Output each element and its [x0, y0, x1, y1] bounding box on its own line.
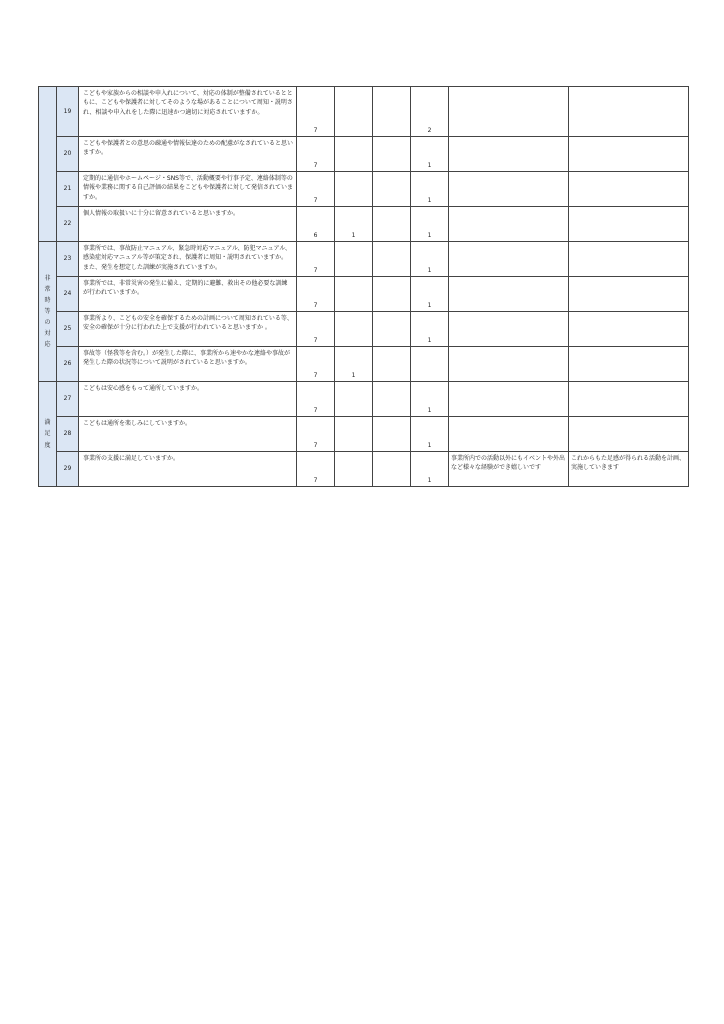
answer-count-cell	[335, 347, 373, 382]
answer-count: 1	[427, 231, 432, 239]
survey-row	[39, 452, 689, 487]
answer-count: 7	[313, 406, 318, 414]
question-number: 19	[57, 87, 79, 137]
answer-count-cell	[297, 417, 335, 452]
answer-count-cell	[335, 207, 373, 242]
facility-response	[569, 242, 689, 277]
answer-count-cell	[335, 277, 373, 312]
facility-response	[569, 87, 689, 137]
guardian-comment	[449, 137, 569, 172]
survey-row	[39, 312, 689, 347]
question-number: 26	[57, 347, 79, 382]
guardian-comment	[449, 277, 569, 312]
answer-count: 1	[427, 301, 432, 309]
answer-count-cell	[297, 242, 335, 277]
survey-row	[39, 347, 689, 382]
answer-count: 7	[313, 161, 318, 169]
category-cell	[39, 382, 57, 487]
answer-count-cell	[297, 347, 335, 382]
question-text: こどもや家族からの相談や申入れについて、対応の体制が整備されているとともに、こどもや保護者に対してそのような場があることについて周知・説明され、相談や申入れをした際に迅速かつ適切に対応されていますか。	[79, 87, 297, 137]
answer-count-cell	[373, 312, 411, 347]
answer-count: 2	[427, 126, 432, 134]
answer-count-cell	[373, 417, 411, 452]
guardian-comment	[449, 417, 569, 452]
guardian-comment	[449, 172, 569, 207]
answer-count: 1	[427, 336, 432, 344]
answer-count-cell	[297, 172, 335, 207]
category-cell	[39, 87, 57, 242]
question-number: 23	[57, 242, 79, 277]
answer-count: 1	[427, 406, 432, 414]
answer-count-cell	[373, 87, 411, 137]
answer-count: 1	[427, 441, 432, 449]
answer-count: 1	[351, 371, 356, 379]
question-text: 定期的に通信やホームページ・SNS等で、活動概要や行事予定、連絡体制等の情報や業務に関する自己評価の結果をこどもや保護者に対して発信されていますか。	[79, 172, 297, 207]
survey-row	[39, 242, 689, 277]
category-label: 満足度	[44, 419, 51, 449]
answer-count-cell	[373, 452, 411, 487]
question-text: 事故等（怪我等を含む。）が発生した際に、事業所から速やかな連絡や事故が発生した際の状況等について説明がされていると思いますか。	[79, 347, 297, 382]
answer-count: 1	[427, 161, 432, 169]
answer-count-cell	[335, 312, 373, 347]
question-number: 28	[57, 417, 79, 452]
answer-count-cell	[297, 382, 335, 417]
guardian-comment	[449, 207, 569, 242]
survey-table-body	[39, 87, 689, 487]
answer-count: 1	[427, 266, 432, 274]
answer-count-cell	[411, 242, 449, 277]
survey-row	[39, 172, 689, 207]
question-text: こどもは通所を楽しみにしていますか。	[79, 417, 297, 452]
answer-count-cell	[297, 452, 335, 487]
question-text: こどもや保護者との意思の疎通や情報伝達のための配慮がなされていると思いますか。	[79, 137, 297, 172]
question-text: 事業所の支援に満足していますか。	[79, 452, 297, 487]
guardian-comment	[449, 382, 569, 417]
answer-count: 7	[313, 371, 318, 379]
category-label: 非常時等の対応	[44, 274, 51, 349]
facility-response	[569, 312, 689, 347]
question-text: 事業所では、非常災害の発生に備え、定期的に避難、救出その他必要な訓練が行われていますか。	[79, 277, 297, 312]
answer-count-cell	[411, 382, 449, 417]
question-number: 29	[57, 452, 79, 487]
question-number: 27	[57, 382, 79, 417]
answer-count-cell	[335, 87, 373, 137]
answer-count-cell	[411, 452, 449, 487]
answer-count-cell	[411, 277, 449, 312]
answer-count: 7	[313, 266, 318, 274]
facility-response	[569, 347, 689, 382]
question-text: こどもは安心感をもって通所していますか。	[79, 382, 297, 417]
answer-count-cell	[373, 347, 411, 382]
answer-count: 1	[427, 476, 432, 484]
facility-response	[569, 137, 689, 172]
guardian-comment	[449, 87, 569, 137]
answer-count-cell	[335, 382, 373, 417]
question-number: 22	[57, 207, 79, 242]
answer-count: 1	[427, 196, 432, 204]
survey-row	[39, 87, 689, 137]
question-number: 20	[57, 137, 79, 172]
answer-count: 7	[313, 196, 318, 204]
guardian-comment: 事業所内での活動以外にもイベントや外出など様々な経験ができ嬉しいです	[449, 452, 569, 487]
answer-count-cell	[297, 87, 335, 137]
question-number: 24	[57, 277, 79, 312]
answer-count-cell	[335, 242, 373, 277]
answer-count-cell	[373, 137, 411, 172]
answer-count-cell	[335, 452, 373, 487]
facility-response	[569, 417, 689, 452]
answer-count-cell	[373, 382, 411, 417]
answer-count-cell	[411, 137, 449, 172]
question-text: 個人情報の取扱いに十分に留意されていると思いますか。	[79, 207, 297, 242]
answer-count: 7	[313, 336, 318, 344]
answer-count-cell	[297, 207, 335, 242]
answer-count-cell	[335, 417, 373, 452]
answer-count: 7	[313, 441, 318, 449]
facility-response	[569, 382, 689, 417]
facility-response	[569, 172, 689, 207]
question-text: 事業所では、事故防止マニュアル、緊急時対応マニュアル、防犯マニュアル、感染症対応マニュアル等が策定され、保護者に周知・説明されていますか。また、発生を想定した訓練が実施されていますか。	[79, 242, 297, 277]
answer-count: 7	[313, 126, 318, 134]
guardian-comment	[449, 312, 569, 347]
answer-count-cell	[373, 277, 411, 312]
answer-count-cell	[297, 137, 335, 172]
facility-response	[569, 207, 689, 242]
answer-count-cell	[297, 277, 335, 312]
survey-table	[38, 86, 689, 487]
survey-row	[39, 137, 689, 172]
question-text: 事業所より、こどもの安全を確保するための計画について周知されている等、安全の確保が十分に行われた上で支援が行われていると思いますか 。	[79, 312, 297, 347]
answer-count: 7	[313, 301, 318, 309]
answer-count-cell	[411, 417, 449, 452]
question-number: 25	[57, 312, 79, 347]
survey-row	[39, 277, 689, 312]
answer-count: 7	[313, 476, 318, 484]
answer-count-cell	[411, 207, 449, 242]
guardian-comment	[449, 242, 569, 277]
facility-response	[569, 277, 689, 312]
answer-count-cell	[297, 312, 335, 347]
survey-row	[39, 417, 689, 452]
survey-row	[39, 207, 689, 242]
answer-count-cell	[373, 172, 411, 207]
question-number: 21	[57, 172, 79, 207]
survey-row	[39, 382, 689, 417]
answer-count-cell	[335, 137, 373, 172]
answer-count-cell	[373, 207, 411, 242]
category-cell	[39, 242, 57, 382]
answer-count-cell	[411, 87, 449, 137]
answer-count-cell	[411, 312, 449, 347]
answer-count: 1	[351, 231, 356, 239]
facility-response: これからもた足感が得られる活動を計画、実施していきます	[569, 452, 689, 487]
answer-count-cell	[411, 172, 449, 207]
answer-count-cell	[335, 172, 373, 207]
answer-count-cell	[411, 347, 449, 382]
answer-count: 6	[313, 231, 318, 239]
guardian-comment	[449, 347, 569, 382]
answer-count-cell	[373, 242, 411, 277]
